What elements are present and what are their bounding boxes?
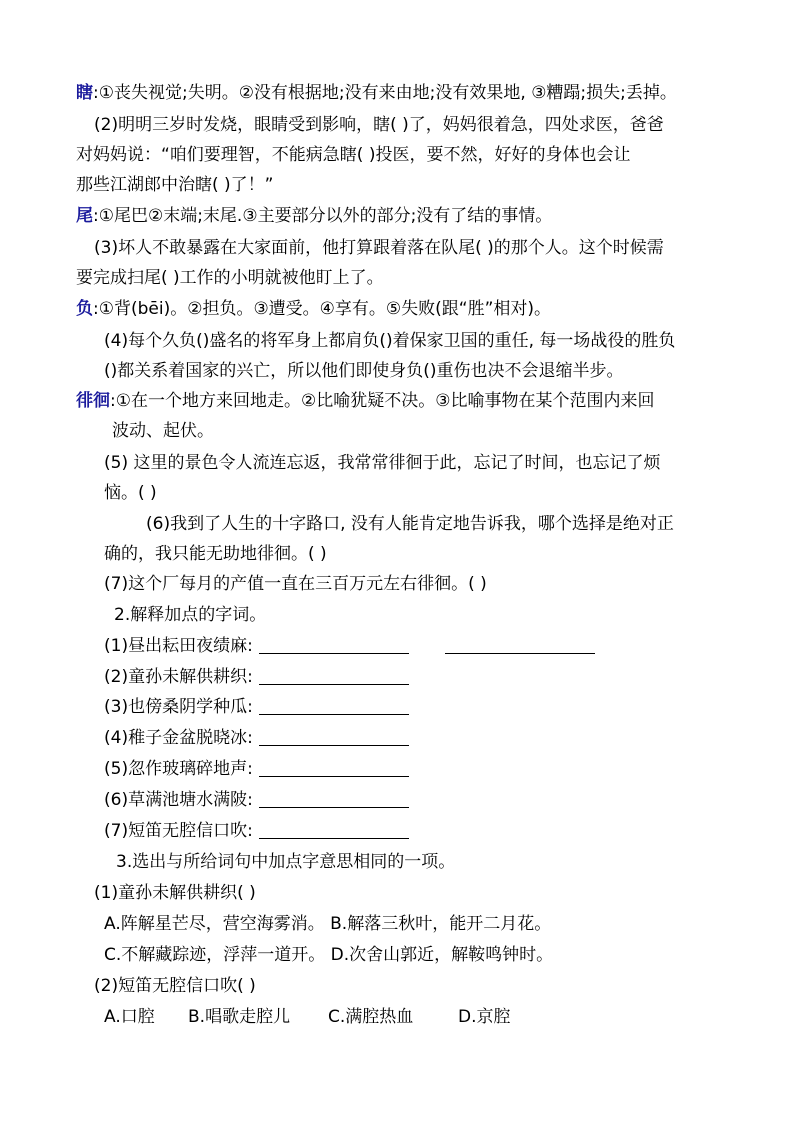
option-d[interactable]: D.京腔: [458, 1007, 511, 1027]
explain-item-text: (2)童孙未解供耕织:: [104, 667, 253, 687]
choice-options: [104, 1002, 511, 1033]
term-paihuai: 徘徊: [76, 391, 110, 411]
question-line: (6)我到了人生的十字路口, 没有人能肯定地告诉我，哪个选择是绝对正: [146, 514, 674, 534]
choice-options: A.阵解星芒尽，营空海雾消。 B.解落三秋叶，能开二月花。: [104, 914, 552, 934]
definition-mang: [76, 78, 677, 109]
answer-blank[interactable]: [259, 756, 409, 777]
section-heading: 3.选出与所给词句中加点字意思相同的一项。: [116, 852, 456, 872]
answer-blank[interactable]: [259, 818, 409, 839]
explain-item: [104, 785, 409, 816]
explain-item: [104, 723, 409, 754]
answer-blank[interactable]: [259, 787, 409, 808]
question-line: (2)明明三岁时发烧，眼睛受到影响，瞎( )了，妈妈很着急，四处求医，爸爸: [94, 115, 664, 135]
question-line: (5) 这里的景色令人流连忘返，我常常徘徊于此，忘记了时间，也忘记了烦: [104, 453, 661, 473]
explain-item-text: (6)草满池塘水满陂:: [104, 790, 253, 810]
explain-item-text: (1)昼出耘田夜绩麻:: [104, 636, 253, 656]
answer-blank[interactable]: [259, 633, 409, 654]
answer-blank[interactable]: [445, 633, 595, 654]
question-line: 恼。( ): [104, 483, 157, 503]
question-line: (4)每个久负()盛名的将军身上都肩负()着保家卫国的重任, 每一场战役的胜负: [104, 331, 676, 351]
answer-blank[interactable]: [259, 725, 409, 746]
question-line: 要完成扫尾( )工作的小明就被他盯上了。: [76, 268, 384, 288]
choice-question: (2)短笛无腔信口吹( ): [94, 976, 256, 996]
definition-text: :①背(bēi)。②担负。③遭受。④享有。⑤失败(跟“胜”相对)。: [93, 299, 552, 319]
term-fu: 负: [76, 299, 93, 319]
choice-question: (1)童孙未解供耕织( ): [94, 883, 256, 903]
explain-item-text: (4)稚子金盆脱晓冰:: [104, 728, 253, 748]
question-line: 对妈妈说：“咱们要理智，不能病急瞎( )投医，要不然，好好的身体也会让: [76, 145, 631, 165]
question-line: 确的，我只能无助地徘徊。( ): [104, 544, 327, 564]
term-mang: 瞎: [76, 83, 93, 103]
definition-text: :①丧失视觉;失明。②没有根据地;没有来由地;没有效果地, ③糟蹋;损失;丢掉。: [93, 83, 677, 103]
answer-blank[interactable]: [259, 664, 409, 685]
option-c[interactable]: C.满腔热血: [328, 1007, 414, 1027]
explain-item: [104, 692, 409, 723]
definition-wei: [76, 201, 552, 232]
section-heading: 2.解释加点的字词。: [114, 605, 267, 625]
question-line: ()都关系着国家的兴亡，所以他们即使身负()重伤也决不会退缩半步。: [104, 361, 624, 381]
explain-item: [104, 816, 409, 847]
term-wei: 尾: [76, 206, 93, 226]
definition-continuation: 波动、起伏。: [112, 421, 214, 441]
option-b[interactable]: B.唱歌走腔儿: [188, 1007, 291, 1027]
definition-paihuai: [76, 386, 654, 417]
explain-item: [104, 631, 595, 662]
question-line: (3)坏人不敢暴露在大家面前，他打算跟着落在队尾( )的那个人。这个时候需: [94, 238, 664, 258]
explain-item-text: (3)也傍桑阴学种瓜:: [104, 697, 253, 717]
definition-fu: [76, 294, 551, 325]
explain-item: [104, 754, 409, 785]
explain-item: [104, 662, 409, 693]
question-line: (7)这个厂每月的产值一直在三百万元左右徘徊。( ): [104, 574, 487, 594]
option-a[interactable]: A.口腔: [104, 1007, 155, 1027]
explain-item-text: (5)忽作玻璃碎地声:: [104, 759, 253, 779]
choice-options: C.不解藏踪迹，浮萍一道开。 D.次舍山郭近，解鞍鸣钟时。: [104, 945, 554, 965]
question-line: 那些江湖郎中治瞎( )了！”: [76, 175, 274, 195]
answer-blank[interactable]: [259, 694, 409, 715]
definition-text: :①在一个地方来回地走。②比喻犹疑不决。③比喻事物在某个范围内来回: [110, 391, 655, 411]
explain-item-text: (7)短笛无腔信口吹:: [104, 821, 253, 841]
definition-text: :①尾巴②末端;末尾.③主要部分以外的部分;没有了结的事情。: [93, 206, 553, 226]
